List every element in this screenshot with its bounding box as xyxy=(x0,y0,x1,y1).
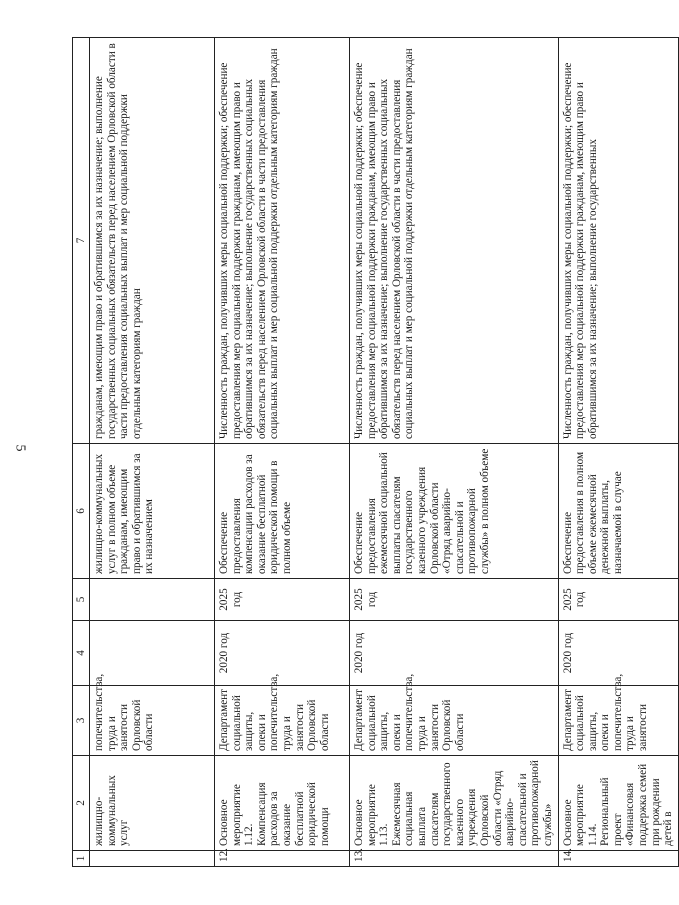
col-header-3: 3 xyxy=(73,686,90,756)
table-row xyxy=(350,38,559,867)
col-header-5: 5 xyxy=(73,579,90,621)
program-table xyxy=(72,37,679,867)
indicator-cell: Численность граждан, получивших меры социальной поддержки; обеспечение предоставления мер социальной поддержки гражданам, имеющим право и обратившимся за их назначение; выполнение государственных социальных обязательств перед населением Орловской области в части предоставления социальных выплат и мер социальной поддержки отдельным категориям граждан xyxy=(215,38,350,444)
col-header-2: 2 xyxy=(73,756,90,851)
indicator-cell: Численность граждан, получивших меры социальной поддержки; обеспечение предоставления мер социальной поддержки гражданам, имеющим право и обратившимся за их назначение; выполнение государственных социальных обязательств перед населением Орловской области в части предоставления социальных выплат и мер социальной поддержки отдельным категориям граждан xyxy=(350,38,559,444)
start-year-cell xyxy=(90,621,215,686)
result-cell: жилищно-коммунальных услуг в полном объеме гражданам, имеющим право и обратившимся за их назначением xyxy=(90,444,215,579)
row-number: 14. xyxy=(558,851,678,867)
result-cell: Обеспечение предоставления в полном объеме ежемесячной денежной выплаты, назначаемой в случае xyxy=(558,444,678,579)
end-year-cell: 2025 год xyxy=(215,579,350,621)
row-number: 13. xyxy=(350,851,559,867)
executor-cell: Департамент социальной защиты, опеки и попечительства, труда и занятости Орловской области xyxy=(215,686,350,756)
executor-cell: Департамент социальной защиты, опеки и попечительства, труда и занятости xyxy=(558,686,678,756)
end-year-cell: 2025 год xyxy=(350,579,559,621)
rotated-page xyxy=(72,37,675,867)
row-number: 12. xyxy=(215,851,350,867)
indicator-cell: Численность граждан, получивших меры социальной поддержки; обеспечение предоставления мер социальной поддержки гражданам, имеющим право и обратившимся за их назначение; выполнение государственных xyxy=(558,38,678,444)
end-year-cell xyxy=(90,579,215,621)
start-year-cell: 2020 год xyxy=(558,621,678,686)
col-header-6: 6 xyxy=(73,444,90,579)
start-year-cell: 2020 год xyxy=(350,621,559,686)
result-cell: Обеспечение предоставления компенсации расходов за оказание бесплатной юридической помощи в полном объеме xyxy=(215,444,350,579)
result-cell: Обеспечение предоставления ежемесячной социальной выплаты спасателям государственного казенного учреждения Орловской области «Отряд аварийно-спасательной и противопожарной службы» в полном объеме xyxy=(350,444,559,579)
measure-cell: Основное мероприятие 1.13. Ежемесячная социальная выплата спасателям государственного казенного учреждения Орловской области «Отряд аварийно-спасательной и противопожарной службы» xyxy=(350,756,559,851)
executor-cell: Департамент социальной защиты, опеки и попечительства, труда и занятости Орловской области xyxy=(350,686,559,756)
executor-cell: попечительства, труда и занятости Орловской области xyxy=(90,686,215,756)
measure-cell: Основное мероприятие 1.12. Компенсация расходов за оказание бесплатной юридической помощи xyxy=(215,756,350,851)
end-year-cell: 2025 год xyxy=(558,579,678,621)
header-row xyxy=(73,38,90,867)
measure-cell: Основное мероприятие 1.14. Региональный проект «Финансовая поддержка семей при рождении детей в xyxy=(558,756,678,851)
row-number xyxy=(90,851,215,867)
col-header-7: 7 xyxy=(73,38,90,444)
table-row xyxy=(215,38,350,867)
table-row xyxy=(90,38,215,867)
measure-cell: жилищно-коммунальных услуг xyxy=(90,756,215,851)
col-header-1: 1 xyxy=(73,851,90,867)
page-number: 5 xyxy=(12,444,28,452)
table-row xyxy=(558,38,678,867)
indicator-cell: гражданам, имеющим право и обратившимся за их назначение; выполнение государственных социальных обязательств перед населением Орловской области в части предоставления социальных выплат и мер социальной поддержки отдельным категориям граждан xyxy=(90,38,215,444)
start-year-cell: 2020 год xyxy=(215,621,350,686)
col-header-4: 4 xyxy=(73,621,90,686)
